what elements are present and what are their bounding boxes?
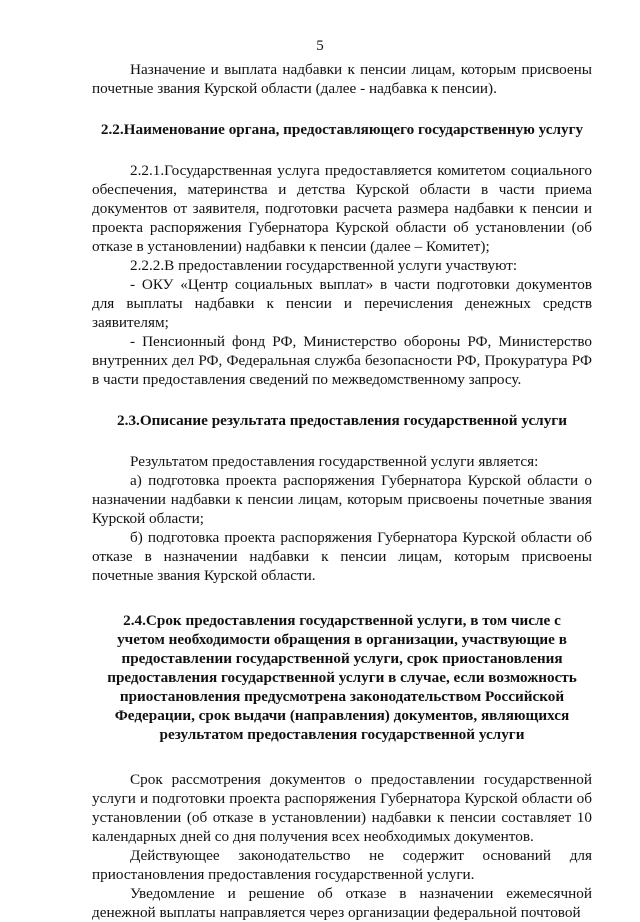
page-number: 5 (316, 38, 324, 54)
section-2-3-paragraph-1: Результатом предоставления государственной услуги является: (130, 453, 539, 470)
section-2-3-paragraph-2: а) подготовка проекта распоряжения Губернатора Курской области о назначении надбавки к пенсии лицам, которым присвоены почетные звания Курской области; (92, 472, 592, 527)
section-2-4-paragraph-1: Срок рассмотрения документов о предоставлении государственной услуги и подготовки проекта распоряжения Губернатора Курской области об установлении (об отказе в установлении) надбавки к пенсии составляет 10 календарных дней со дня получения всех необходимых документов. (92, 771, 592, 845)
section-2-4-paragraph-3: Уведомление и решение об отказе в назначении ежемесячной денежной выплаты направляется через организации федеральной почтовой (92, 885, 592, 921)
section-2-2-heading: 2.2.Наименование органа, предоставляющего государственную услугу (100, 121, 584, 138)
section-2-4-heading: 2.4.Срок предоставления государственной услуги, в том числе с учетом необходимости обращения в организации, участвующие в предоставлении государственной услуги, срок приостановления предоставления государственной услуги в случае, если возможность приостановления предусмотрена законодательством Российской Федерации, срок выдачи (направления) документов, являющихся результатом предоставления государственной услуги (107, 612, 577, 743)
section-2-4-paragraph-2: Действующее законодательство не содержит оснований для приостановления предоставления государственной услуги. (92, 847, 592, 883)
section-2-2-paragraph-3: - ОКУ «Центр социальных выплат» в части подготовки документов для выплаты надбавки к пенсии и перечисления денежных средств заявителям; (92, 276, 592, 331)
section-2-2-paragraph-1: 2.2.1.Государственная услуга предоставляется комитетом социального обеспечения, материнства и детства Курской области в части приема документов от заявителя, подготовки расчета размера надбавки к пенсии и проекта распоряжения Губернатора Курской области об установлении (об отказе в установлении) надбавки к пенсии (далее – Комитет); (92, 162, 592, 255)
document-body (92, 60, 592, 922)
section-2-2-paragraph-2: 2.2.2.В предоставлении государственной услуги участвуют: (130, 257, 518, 274)
intro-paragraph: Назначение и выплата надбавки к пенсии лицам, которым присвоены почетные звания Курской области (далее - надбавка к пенсии). (92, 61, 592, 97)
section-2-2-paragraph-4: - Пенсионный фонд РФ, Министерство обороны РФ, Министерство внутренних дел РФ, Федеральная служба безопасности РФ, Прокуратура РФ в части предоставления сведений по межведомственному запросу. (92, 333, 592, 388)
section-2-3-heading: 2.3.Описание результата предоставления государственной услуги (117, 412, 567, 429)
section-2-3-paragraph-3: б) подготовка проекта распоряжения Губернатора Курской области об отказе в назначении надбавки к пенсии лицам, которым присвоены почетные звания Курской области. (92, 529, 592, 584)
